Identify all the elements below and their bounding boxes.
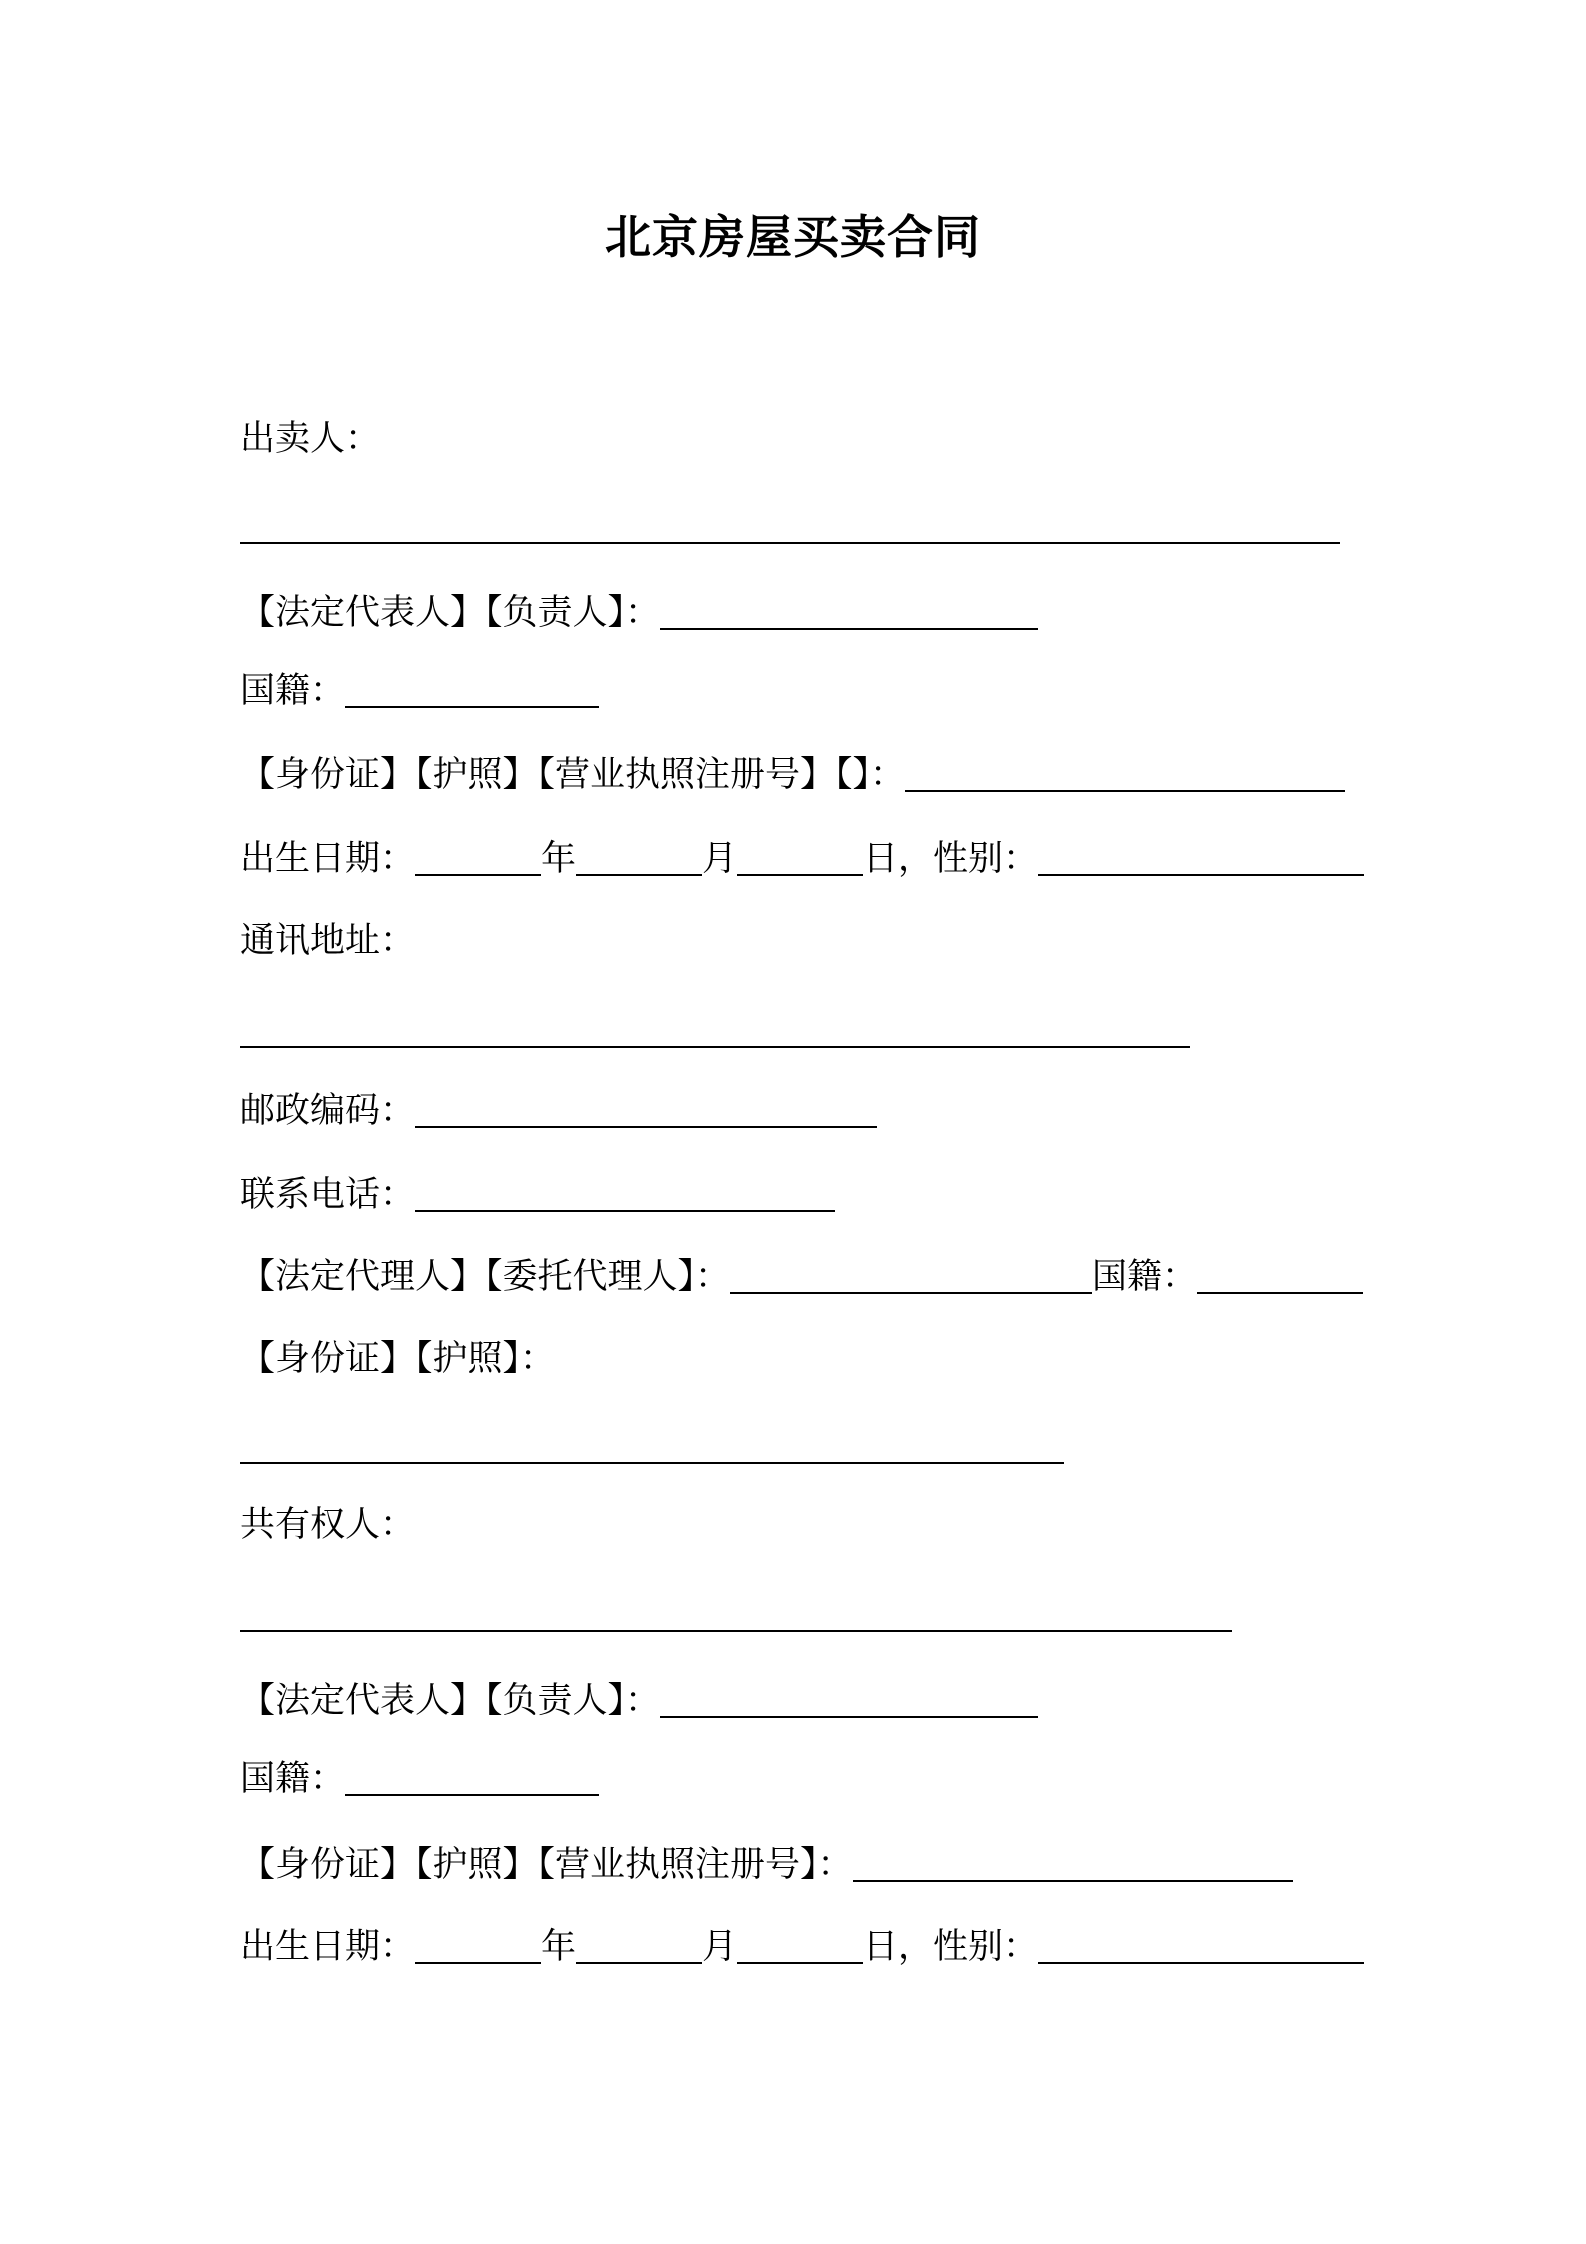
co-owner-birth-year-blank[interactable]	[415, 1928, 541, 1964]
seller-legal-rep-row	[240, 594, 1038, 631]
co-owner-birth-label: 出生日期：	[240, 1927, 416, 1967]
seller-birth-day-blank[interactable]	[737, 840, 863, 876]
seller-phone-label: 联系电话：	[240, 1175, 416, 1215]
seller-id-blank[interactable]	[905, 756, 1345, 792]
seller-agent-row	[240, 1258, 1363, 1295]
seller-name-blank[interactable]	[240, 542, 1340, 544]
seller-label: 出卖人：	[240, 419, 381, 459]
co-owner-id-blank[interactable]	[853, 1846, 1293, 1882]
co-owner-nationality-label: 国籍：	[240, 1759, 346, 1799]
co-owner-year-label: 年	[541, 1927, 577, 1967]
seller-nationality-label: 国籍：	[240, 671, 346, 711]
seller-postcode-label: 邮政编码：	[240, 1091, 416, 1131]
seller-agent-nationality-label: 国籍：	[1092, 1257, 1198, 1297]
co-owner-legal-rep-label: 【法定代表人】【负责人】：	[240, 1681, 661, 1721]
seller-phone-row	[240, 1176, 835, 1213]
co-owner-month-label: 月	[702, 1927, 738, 1967]
seller-nationality-blank[interactable]	[345, 672, 599, 708]
seller-agent-blank[interactable]	[730, 1258, 1092, 1294]
seller-agent-label: 【法定代理人】【委托代理人】：	[240, 1257, 731, 1297]
co-owner-gender-blank[interactable]	[1038, 1928, 1364, 1964]
seller-gender-blank[interactable]	[1038, 840, 1364, 876]
co-owner-nationality-blank[interactable]	[345, 1760, 599, 1796]
seller-day-gender-label: 日，性别：	[863, 839, 1039, 879]
seller-phone-blank[interactable]	[415, 1176, 835, 1212]
seller-postcode-row	[240, 1092, 877, 1129]
seller-agent-id-label: 【身份证】【护照】：	[240, 1339, 556, 1379]
co-owner-legal-rep-blank[interactable]	[660, 1682, 1038, 1718]
co-owner-id-row	[240, 1846, 1293, 1883]
seller-birth-month-blank[interactable]	[576, 840, 702, 876]
seller-address-blank[interactable]	[240, 1046, 1190, 1048]
seller-agent-id-blank[interactable]	[240, 1462, 1064, 1464]
seller-birth-label: 出生日期：	[240, 839, 416, 879]
co-owner-birth-day-blank[interactable]	[737, 1928, 863, 1964]
document-title: 北京房屋买卖合同	[605, 210, 981, 264]
seller-agent-nationality-blank[interactable]	[1197, 1258, 1363, 1294]
co-owner-id-label: 【身份证】【护照】【营业执照注册号】：	[240, 1845, 853, 1885]
seller-month-label: 月	[702, 839, 738, 879]
co-owner-day-gender-label: 日，性别：	[863, 1927, 1039, 1967]
co-owner-legal-rep-row	[240, 1682, 1038, 1719]
seller-legal-rep-label: 【法定代表人】【负责人】：	[240, 593, 661, 633]
co-owner-name-blank[interactable]	[240, 1630, 1232, 1632]
seller-id-row	[240, 756, 1345, 793]
seller-birth-row	[240, 840, 1364, 877]
seller-nationality-row	[240, 672, 599, 709]
seller-legal-rep-blank[interactable]	[660, 594, 1038, 630]
seller-id-label: 【身份证】【护照】【营业执照注册号】【】：	[240, 755, 906, 795]
seller-year-label: 年	[541, 839, 577, 879]
seller-postcode-blank[interactable]	[415, 1092, 877, 1128]
seller-address-label: 通讯地址：	[240, 921, 416, 961]
co-owner-label: 共有权人：	[240, 1505, 416, 1545]
co-owner-nationality-row	[240, 1760, 599, 1797]
co-owner-birth-row	[240, 1928, 1364, 1965]
seller-birth-year-blank[interactable]	[415, 840, 541, 876]
co-owner-birth-month-blank[interactable]	[576, 1928, 702, 1964]
